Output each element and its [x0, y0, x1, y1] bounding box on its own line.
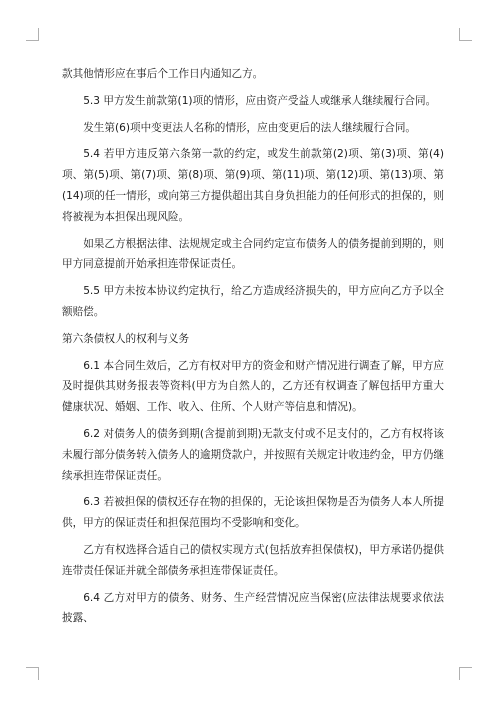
paragraph: 5.5 甲方未按本协议约定执行，给乙方造成经济损失的，甲方应向乙方予以全额赔偿。 [62, 285, 444, 318]
paragraph: 款其他情形应在事后个工作日内通知乙方。 [62, 68, 264, 80]
paragraph: 6.2 对债务人的债务到期(含提前到期)无款支付或不足支付的，乙方有权将该未履行部分债务转入债务人的逾期贷款户，并按照有关规定计收违约金，甲方仍继续承担连带保证责任。 [62, 427, 444, 482]
paragraph: 如果乙方根据法律、法规规定或主合同约定宣布债务人的债务提前到期的，则甲方同意提前开始承担连带保证责任。 [62, 237, 444, 271]
paragraph: 5.3 甲方发生前款第(1)项的情形，应由资产受益人或继承人继续履行合同。 [83, 94, 437, 107]
crop-mark-top-right [459, 28, 472, 41]
paragraph: 5.4 若甲方违反第六条第一款的约定，或发生前款第(2)项、第(3)项、第(4)项、第(5)项、第(7)项、第(8)项、第(9)项、第(11)项、第(12)项、第(13)项、第(14)项的任一情形，或向第三方提供超出其自身负担能力的任何形式的担保的，则将被视为本担保出现风险。 [62, 148, 444, 223]
document-body [62, 64, 444, 635]
paragraph: 6.1 本合同生效后，乙方有权对甲方的资金和财产情况进行调查了解，甲方应及时提供其财务报表等资料(甲方为自然人的，乙方还有权调查了解包括甲方重大健康状况、婚姻、工作、收入、住所、个人财产等信息和情况)。 [62, 359, 444, 414]
section-heading: 第六条债权人的权利与义务 [62, 332, 190, 345]
paragraph: 6.4 乙方对甲方的债务、财务、生产经营情况应当保密(应法律法规要求依法披露、 [62, 591, 444, 625]
crop-mark-bottom-left [26, 667, 39, 680]
crop-mark-bottom-right [459, 667, 472, 680]
crop-mark-top-left [26, 28, 39, 41]
paragraph: 乙方有权选择合适自己的债权实现方式(包括放弃担保债权)，甲方承诺仍提供连带责任保证并就全部债务承担连带保证责任。 [62, 543, 444, 577]
paragraph: 发生第(6)项中变更法人名称的情形，应由变更后的法人继续履行合同。 [83, 121, 417, 134]
paragraph: 6.3 若被担保的债权还存在物的担保的，无论该担保物是否为债务人本人所提供，甲方的保证责任和担保范围均不受影响和变化。 [62, 496, 444, 530]
